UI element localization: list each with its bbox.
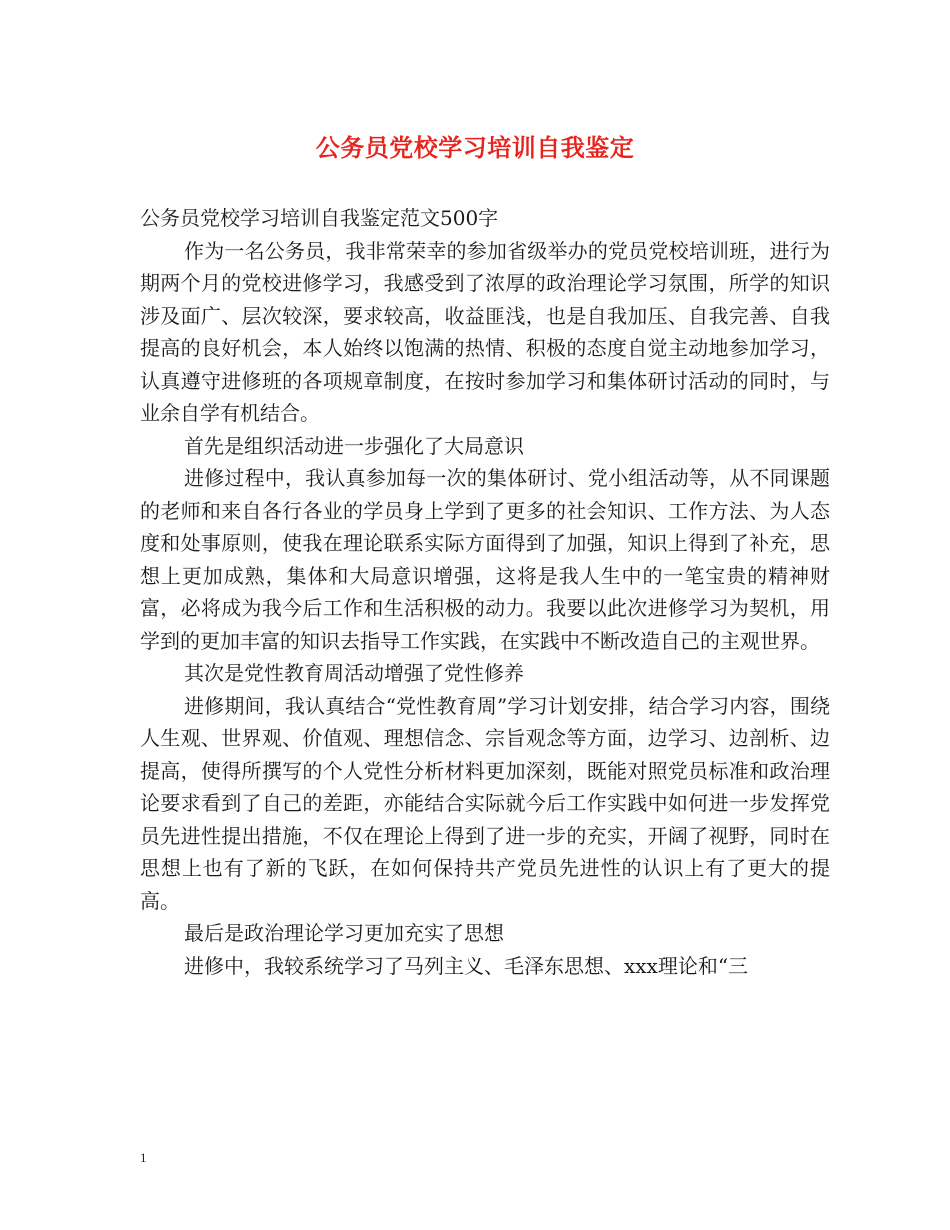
paragraph-second: 进修期间，我认真结合“党性教育周”学习计划安排，结合学习内容，围绕人生观、世界观、价值观、理想信念、宗旨观念等方面，边学习、边剖析、边提高，使得所撰写的个人党性分析材料更加深刻，既能对照党员标准和政治理论要求看到了自己的差距，亦能结合实际就今后工作实践中如何进一步发挥党员先进性提出措施，不仅在理论上得到了进一步的充实，开阔了视野，同时在思想上也有了新的飞跃，在如何保持共产党员先进性的认识上有了更大的提高。: [140, 693, 830, 913]
document-body: [140, 202, 830, 982]
paragraph-intro: 作为一名公务员，我非常荣幸的参加省级举办的党员党校培训班，进行为期两个月的党校进修学习，我感受到了浓厚的政治理论学习氛围，所学的知识涉及面广、层次较深，要求较高，收益匪浅，也是自我加压、自我完善、自我提高的良好机会，本人始终以饱满的热情、积极的态度自觉主动地参加学习，认真遵守进修班的各项规章制度，在按时参加学习和集体研讨活动的同时，与业余自学有机结合。: [140, 238, 830, 425]
document-subtitle: 公务员党校学习培训自我鉴定范文500字: [140, 206, 499, 230]
document-title: 公务员党校学习培训自我鉴定: [315, 134, 635, 162]
paragraph-last: 进修中，我较系统学习了马列主义、毛泽东思想、xxx理论和“三: [184, 953, 749, 978]
section-heading-first: 首先是组织活动进一步强化了大局意识: [184, 433, 524, 458]
section-heading-last: 最后是政治理论学习更加充实了思想: [184, 921, 504, 945]
section-heading-second: 其次是党性教育周活动增强了党性修养: [184, 661, 524, 685]
page-number: 1: [140, 1150, 147, 1165]
paragraph-first: 进修过程中，我认真参加每一次的集体研讨、党小组活动等，从不同课题的老师和来自各行各业的学员身上学到了更多的社会知识、工作方法、为人态度和处事原则，使我在理论联系实际方面得到了加强，知识上得到了补充，思想上更加成熟，集体和大局意识增强，这将是我人生中的一笔宝贵的精神财富，必将成为我今后工作和生活积极的动力。我要以此次进修学习为契机，用学到的更加丰富的知识去指导工作实践，在实践中不断改造自己的主观世界。: [140, 466, 830, 653]
